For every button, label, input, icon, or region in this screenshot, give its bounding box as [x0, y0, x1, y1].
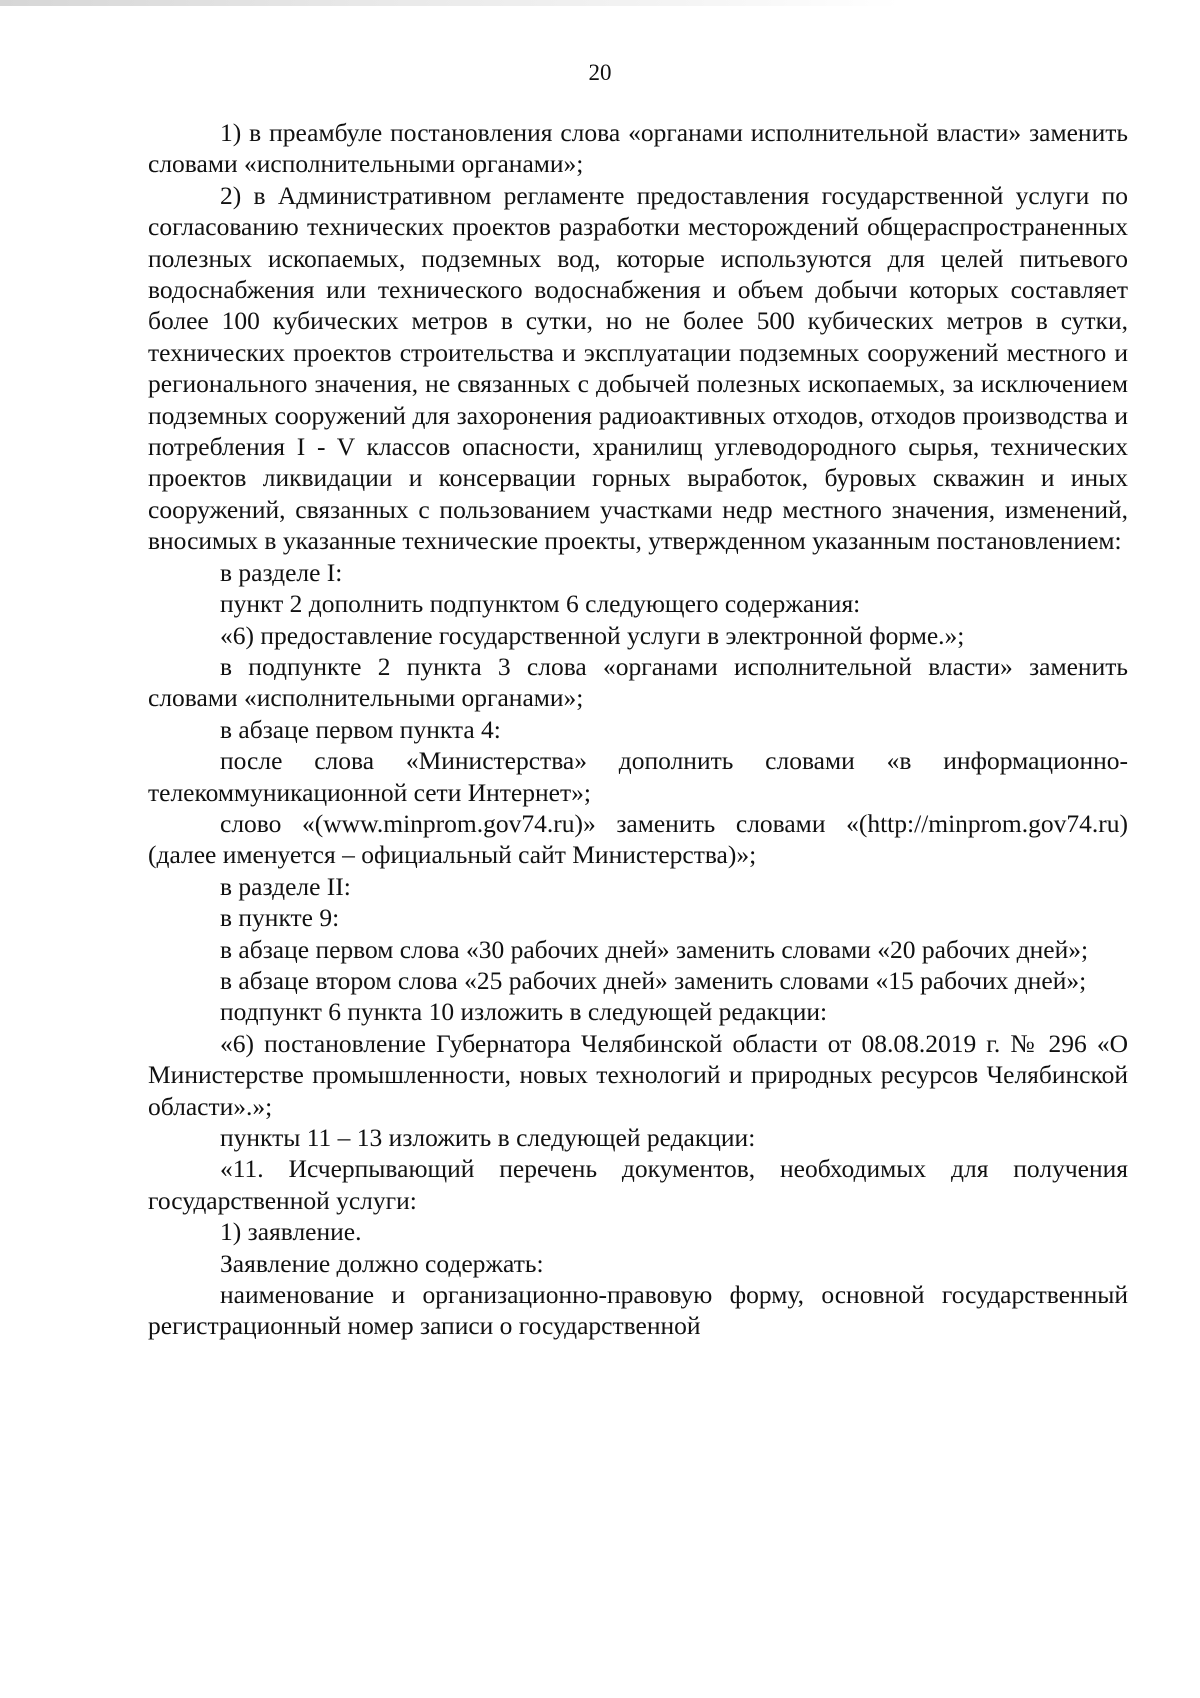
- paragraph: после слова «Министерства» дополнить словами «в информационно-телекоммуникационной сети Интернет»;: [148, 746, 1128, 807]
- paragraph: пункт 2 дополнить подпунктом 6 следующего содержания:: [220, 589, 861, 619]
- page-number: 20: [588, 60, 612, 85]
- paragraph: пункты 11 – 13 изложить в следующей редакции:: [220, 1123, 756, 1152]
- paragraph: наименование и организационно-правовую форму, основной государственный регистрационный номер записи о государственной: [148, 1280, 1128, 1341]
- paragraph: «11. Исчерпывающий перечень документов, необходимых для получения государственной услуги:: [148, 1154, 1128, 1215]
- paragraph: в абзаце первом пункта 4:: [220, 714, 501, 744]
- paragraph: в разделе I:: [220, 557, 343, 587]
- paragraph: слово «(www.minprom.gov74.ru)» заменить словами «(http://minprom.gov74.ru) (далее именуется – официальный сайт Министерства)»;: [148, 808, 1128, 870]
- document-body: [148, 117, 1128, 1342]
- paragraph: 1) в преамбуле постановления слова «органами исполнительной власти» заменить словами «исполнительными органами»;: [148, 118, 1128, 179]
- paragraph: в разделе II:: [220, 871, 351, 901]
- paragraph: подпункт 6 пункта 10 изложить в следующей редакции:: [220, 997, 828, 1027]
- paragraph: в подпункте 2 пункта 3 слова «органами исполнительной власти» заменить словами «исполнительными органами»;: [148, 651, 1128, 713]
- paragraph: в абзаце первом слова «30 рабочих дней» заменить словами «20 рабочих дней»;: [220, 934, 1089, 964]
- paragraph: 2) в Административном регламенте предоставления государственной услуги по согласованию технических проектов разработки месторождений общераспространенных полезных ископаемых, подземных вод, которые используются для целей питьевого водоснабжения или технического водоснабжения и объем добычи которых составляет более 100 кубических метров в сутки, но не более 500 кубических метров в сутки, технических проектов строительства и эксплуатации подземных сооружений местного и регионального значения, не связанных с добычей полезных ископаемых, за исключением подземных сооружений для захоронения радиоактивных отходов, отходов производства и потребления I - V классов опасности, хранилищ углеводородного сырья, технических проектов ликвидации и консервации горных выработок, буровых скважин и иных сооружений, связанных с пользованием участками недр местного значения, изменений, вносимых в указанные технические проекты, утвержденном указанным постановлением:: [148, 180, 1128, 556]
- paragraph: «6) постановление Губернатора Челябинской области от 08.08.2019 г. № 296 «О Министерстве промышленности, новых технологий и природных ресурсов Челябинской области».»;: [148, 1028, 1128, 1121]
- paragraph: в абзаце втором слова «25 рабочих дней» заменить словами «15 рабочих дней»;: [220, 965, 1087, 995]
- paragraph: Заявление должно содержать:: [220, 1248, 544, 1278]
- paragraph: в пункте 9:: [220, 903, 340, 933]
- paragraph: 1) заявление.: [220, 1217, 362, 1247]
- scan-edge-artifact: [0, 0, 900, 6]
- paragraph: «6) предоставление государственной услуги в электронной форме.»;: [220, 620, 965, 650]
